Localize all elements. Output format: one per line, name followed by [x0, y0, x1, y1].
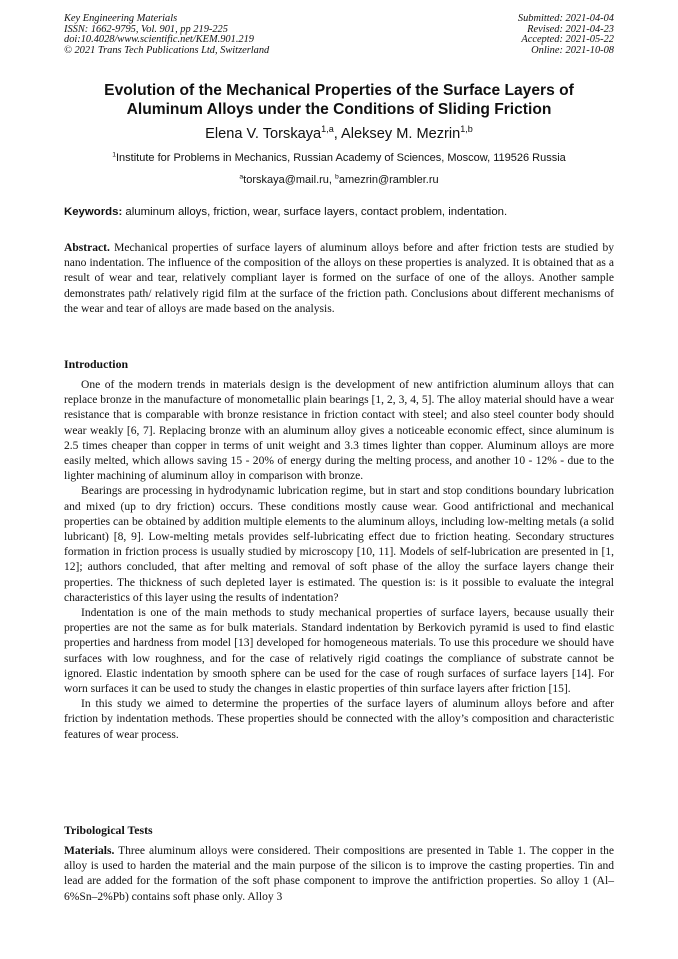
- email-link[interactable]: torskaya@mail.ru: [243, 174, 329, 186]
- publication-dates: [518, 14, 614, 56]
- issn-line: ISSN: 1662-9795, Vol. 901, pp 219-225: [64, 23, 228, 35]
- keywords-label: Keywords:: [64, 206, 123, 218]
- section-heading-tribological-tests: Tribological Tests: [64, 823, 153, 837]
- affiliation: [40, 152, 638, 164]
- submitted-date: Submitted: 2021-04-04: [517, 13, 614, 24]
- email-separator: ,: [328, 174, 336, 186]
- abstract-label: Abstract.: [64, 242, 110, 254]
- journal-info: [64, 14, 269, 56]
- paragraph: One of the modern trends in materials design is the development of new antifriction aluminum alloys that can replace bronze in the manufacture of monometallic plain bearings [1, 2, 3, 4, 5]. The alloy material should have a wear resistance that is comparable with bronze resistance in friction contact with steel; and also steel counter body should wear weakly [6, 7]. Replacing bronze with an aluminum alloy gives a noticeable economic effect, since aluminum is 2.5 times cheaper than copper in terms of unit weight and 3.3 times lighter than copper. Aluminum alloys are more easily melted, which allows saving 15 - 20% of energy during the melting process, and another 10 - 12% - due to the lighter machining of aluminum alloy in comparison with bronze.: [64, 379, 614, 483]
- email-mark: b: [335, 173, 339, 181]
- author-name: Elena V. Torskaya: [205, 126, 322, 142]
- paragraph: In this study we aimed to determine the properties of the surface layers of aluminum alloys before and after friction by indentation methods. These properties should be connected with the alloy’s composition and characteristic features of wear process.: [64, 698, 614, 741]
- online-date: Online: 2021-10-08: [531, 44, 614, 56]
- author-name: Aleksey M. Mezrin: [341, 126, 461, 142]
- title-line-2: Aluminum Alloys under the Conditions of Sliding Friction: [126, 101, 552, 118]
- introduction-body: [64, 378, 614, 743]
- revised-date: Revised: 2021-04-23: [527, 23, 614, 35]
- paragraph: Bearings are processing in hydrodynamic lubrication regime, but in start and stop conditions boundary lubrication and mixed (up to dry friction) occurs. These conditions mostly cause wear. Good antifrictional and mechanical properties can be obtained by addition multiple elements to the aluminum alloys, including low-melting metals (a solid lubricant) [8, 9]. Low-melting metals provides self-lubricating effect due to friction heating. Secondary structures formation in friction process is usually studied by microscopy [10, 11]. Models of self-lubrication are presented in [1, 12]; authors concluded, that after melting and removal of soft phase of the alloy the surface layers change their properties. The thickness of such depleted layer is estimated. The question is: is it possible to evaluate the integral characteristics of this layer using the results of indentation?: [64, 485, 614, 604]
- accepted-date: Accepted: 2021-05-22: [521, 34, 614, 46]
- title-line-1: Evolution of the Mechanical Properties of the Surface Layers of: [104, 82, 574, 99]
- abstract-text: Mechanical properties of surface layers of aluminum alloys before and after friction tests are studied by nano indentation. The influence of the composition of the alloys on these properties is analyzed. It is obtained that as a result of wear and tear, relatively compliant layer is formed on the surface of one of the alloys. Another sample demonstrates path/ relatively rigid film at the surface of the friction path. Conclusions about different mechanisms of the wear and tear of alloys are made based on the analysis.: [64, 242, 614, 315]
- affiliation-mark: 1: [112, 151, 116, 159]
- paper-title: [40, 81, 638, 119]
- keywords: [64, 206, 614, 218]
- doi-line: doi:10.4028/www.scientific.net/KEM.901.219: [64, 34, 254, 46]
- affiliation-text: Institute for Problems in Mechanics, Russian Academy of Sciences, Moscow, 119526 Russia: [116, 152, 566, 164]
- paragraph: Indentation is one of the main methods to study mechanical properties of surface layers, because usually their properties are not the same as for bulk materials. Standard indentation by Berkovich pyramid is used to find elastic properties and hardness from model [13] developed for homogeneous materials. To use this procedure we should have surfaces with low roughness, and for the case of relatively rigid coatings the compliance of substrate cannot be ignored. Elastic indentation by smooth sphere can be used for the case of rough surfaces of surface layers [14]. For worn surfaces it can be used to study the changes in elastic properties of thin surface layers after friction [15].: [64, 607, 614, 696]
- keywords-text: aluminum alloys, friction, wear, surface layers, contact problem, indentation.: [122, 206, 508, 218]
- author-affil-mark: 1,b: [460, 124, 473, 135]
- author-separator: ,: [333, 126, 342, 142]
- materials-text: Three aluminum alloys were considered. Their compositions are presented in Table 1. The copper in the alloy is used to harden the material and the main purpose of the silicon is to improve the casting properties. Tin and lead are added for the formation of the soft phase component to improve the antifriction properties. So alloy 1 (Al–6%Sn–2%Pb) contains soft phase only. Alloy 3: [64, 845, 614, 903]
- materials-paragraph: [64, 844, 614, 905]
- abstract: [64, 241, 614, 317]
- author-emails: [40, 174, 638, 186]
- copyright-line: © 2021 Trans Tech Publications Ltd, Switzerland: [64, 44, 270, 56]
- author-affil-mark: 1,a: [321, 124, 334, 135]
- section-heading-introduction: Introduction: [64, 357, 129, 371]
- journal-name: Key Engineering Materials: [64, 13, 178, 24]
- materials-label: Materials.: [64, 845, 115, 857]
- email-mark: a: [239, 173, 244, 181]
- author-list: [40, 126, 638, 142]
- email-link[interactable]: amezrin@rambler.ru: [338, 174, 439, 186]
